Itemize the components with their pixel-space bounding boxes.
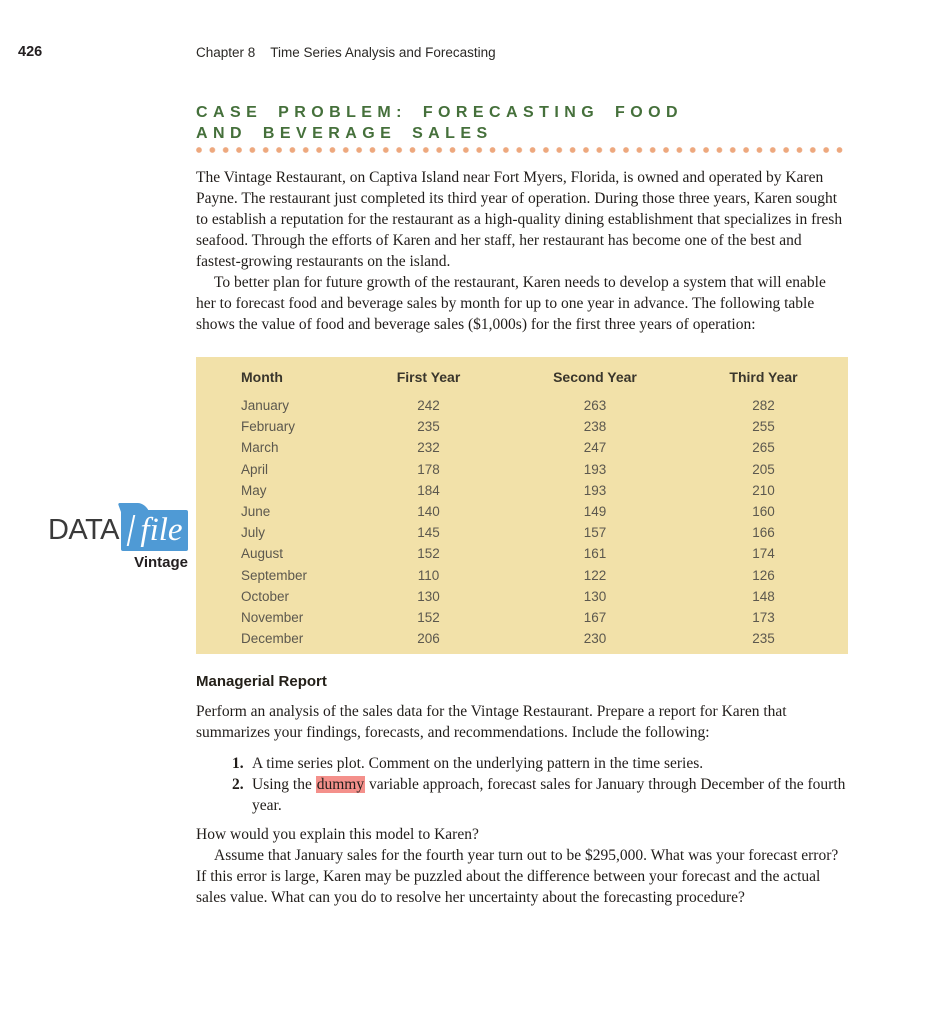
report-item-1 <box>232 753 848 774</box>
table-cell-value: 130 <box>583 588 607 604</box>
table-row <box>196 416 848 437</box>
table-cell-value: 184 <box>417 482 440 498</box>
table-cell-value: 152 <box>417 610 440 626</box>
table-cell-value: 149 <box>583 504 607 520</box>
table-cell-value: 230 <box>583 631 607 647</box>
table-header-month: Month <box>241 369 283 385</box>
report-item-list <box>232 753 848 816</box>
file-text: file <box>140 512 183 548</box>
item-1-text: A time series plot. Comment on the underlying pattern in the time series. <box>252 755 704 773</box>
item-2-text <box>252 774 848 816</box>
table-cell-month: July <box>241 525 266 541</box>
table-cell-value: 173 <box>752 610 775 626</box>
table-cell-value: 235 <box>417 419 440 435</box>
sales-table-body <box>196 395 848 649</box>
table-cell-value: 265 <box>752 440 775 456</box>
table-row <box>196 459 848 480</box>
data-text: DATA <box>47 513 119 546</box>
table-header-third-year: Third Year <box>729 369 798 385</box>
sales-table <box>196 357 848 654</box>
table-cell-value: 263 <box>583 398 607 413</box>
dummy-highlight: dummy <box>316 776 365 794</box>
case-paragraph-1: The Vintage Restaurant, on Captiva Island near Fort Myers, Florida, is owned and operated by Karen Payne. The restaurant just completed its third year of operation. During those three years, Karen sought to establish a reputation for the restaurant as a high-quality dining establishment that specializes in fresh seafood. Through the efforts of Karen and her staff, her restaurant has become one of the best and fastest-growing restaurants on the island. <box>196 169 843 270</box>
chapter-heading <box>196 45 496 60</box>
case-paragraph-2: To better plan for future growth of the restaurant, Karen needs to develop a system that will enable her to forecast food and beverage sales by month for up to one year in advance. The following table shows the value of food and beverage sales ($1,000s) for the first three years of operation: <box>196 274 826 333</box>
item-2-text-post: variable approach, forecast sales for January through December of the fourth year. <box>252 776 846 815</box>
table-cell-value: 178 <box>417 461 440 477</box>
table-cell-value: 126 <box>752 567 775 583</box>
file-folder-icon <box>121 510 188 551</box>
datafile-logo-row <box>42 503 188 551</box>
table-cell-value: 210 <box>752 482 775 498</box>
table-row <box>196 395 848 416</box>
table-row <box>196 565 848 586</box>
table-cell-month: February <box>241 419 296 435</box>
table-cell-value: 161 <box>583 546 607 562</box>
table-cell-value: 193 <box>583 482 607 498</box>
table-cell-value: 110 <box>417 567 440 583</box>
table-cell-value: 232 <box>417 440 440 456</box>
table-cell-value: 122 <box>583 567 607 583</box>
table-cell-value: 148 <box>752 588 775 604</box>
table-row <box>196 522 848 543</box>
folder-divider-line <box>127 515 136 546</box>
case-problem-title <box>196 102 848 144</box>
table-cell-month: May <box>241 482 267 498</box>
table-cell-value: 152 <box>417 546 440 562</box>
case-title-line-1: CASE PROBLEM: FORECASTING FOOD <box>196 104 683 121</box>
closing-paragraph: Assume that January sales for the fourth year turn out to be $295,000. What was your forecast error? If this error is large, Karen may be puzzled about the difference between your forecast and the actual sales value. What can you do to resolve her uncertainty about the forecasting procedure? <box>196 847 839 907</box>
table-row <box>196 501 848 522</box>
table-row <box>196 607 848 628</box>
table-cell-value: 167 <box>583 610 607 626</box>
table-cell-month: December <box>241 631 304 647</box>
table-row <box>196 586 848 607</box>
table-cell-value: 193 <box>583 461 607 477</box>
table-cell-month: November <box>241 610 304 626</box>
table-cell-month: March <box>241 440 279 456</box>
table-cell-value: 166 <box>752 525 775 541</box>
model-question: How would you explain this model to Karen? <box>196 826 479 844</box>
table-row <box>196 628 848 649</box>
table-cell-value: 235 <box>752 631 775 647</box>
table-cell-value: 130 <box>417 588 440 604</box>
table-cell-value: 206 <box>417 631 440 647</box>
table-cell-month: September <box>241 567 308 583</box>
table-cell-value: 140 <box>417 504 440 520</box>
table-row <box>196 480 848 501</box>
item-2-number: 2. <box>232 776 244 794</box>
table-cell-value: 247 <box>583 440 607 456</box>
table-row <box>196 437 848 458</box>
chapter-label: Chapter 8 <box>196 45 256 60</box>
table-header-first-year: First Year <box>396 369 461 385</box>
page-number: 426 <box>18 44 43 60</box>
table-cell-value: 160 <box>752 504 775 520</box>
table-cell-value: 145 <box>417 525 440 541</box>
table-header-second-year: Second Year <box>553 369 637 385</box>
table-cell-month: August <box>241 546 284 562</box>
item-2-text-pre: Using the <box>252 776 316 794</box>
table-cell-month: June <box>241 504 271 520</box>
table-cell-value: 174 <box>752 546 775 562</box>
sales-table-header-row <box>196 367 848 387</box>
table-cell-value: 238 <box>583 419 607 435</box>
dotted-divider <box>196 147 848 153</box>
table-cell-month: October <box>241 588 290 604</box>
chapter-title: Time Series Analysis and Forecasting <box>270 45 496 60</box>
table-cell-month: January <box>241 398 290 413</box>
table-cell-value: 282 <box>752 398 775 413</box>
main-column <box>196 102 848 908</box>
table-cell-value: 205 <box>752 461 775 477</box>
table-cell-month: April <box>241 461 269 477</box>
dataset-name: Vintage <box>134 554 188 571</box>
report-item-2 <box>232 774 848 816</box>
item-1-number: 1. <box>232 755 244 773</box>
managerial-report-heading: Managerial Report <box>196 673 327 691</box>
table-cell-value: 242 <box>417 398 440 413</box>
datafile-logo <box>42 503 188 571</box>
managerial-report-intro: Perform an analysis of the sales data for the Vintage Restaurant. Prepare a report for Karen that summarizes your findings, forecasts, and recommendations. Include the following: <box>196 703 787 742</box>
table-cell-value: 255 <box>752 419 775 435</box>
table-row <box>196 543 848 564</box>
case-title-line-2: AND BEVERAGE SALES <box>196 125 493 142</box>
table-cell-value: 157 <box>583 525 607 541</box>
